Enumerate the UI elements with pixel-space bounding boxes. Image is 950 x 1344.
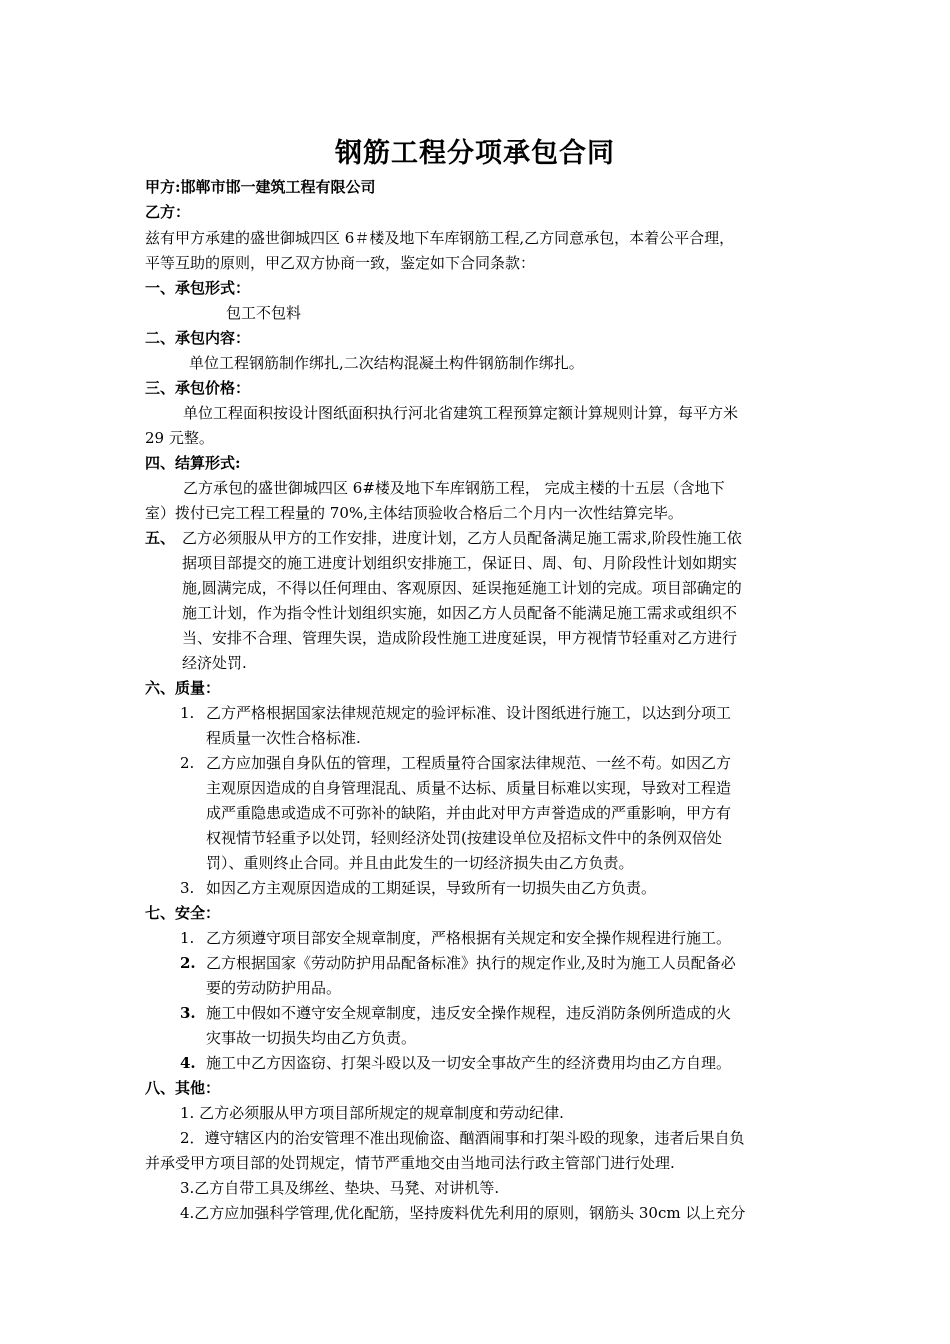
section-body: 乙方承包的盛世御城四区 6#楼及地下车库钢筋工程， 完成主楼的十五层（含地下: [183, 479, 725, 497]
item-number: 3.: [180, 879, 195, 897]
section-heading-safety: 七、安全：: [145, 904, 221, 922]
section-body: 单位工程钢筋制作绑扎,二次结构混凝土构件钢筋制作绑扎。: [189, 354, 584, 372]
item-text: 成严重隐患或造成不可弥补的缺陷，并由此对甲方声誉造成的严重影响，甲方有: [206, 804, 732, 822]
section-heading-contract-content: 二、承包内容：: [145, 329, 251, 347]
section-body: 室）拨付已完工程工程量的 70%,主体结顶验收合格后二个月内一次性结算完毕。: [145, 504, 683, 522]
item-number: 3.: [180, 1004, 196, 1022]
party-a: 甲方:邯郸市邯一建筑工程有限公司: [145, 178, 376, 196]
item-text: 乙方应加强自身队伍的管理，工程质量符合国家法律规范、一丝不苟。如因乙方: [206, 754, 732, 772]
item-text: 乙方根据国家《劳动防护用品配备标准》执行的规定作业,及时为施工人员配备必: [206, 954, 736, 972]
intro-line: 平等互助的原则，甲乙双方协商一致，鉴定如下合同条款：: [145, 254, 536, 272]
item-text: 要的劳动防护用品。: [206, 979, 342, 997]
item-text: 乙方严格根据国家法律规范规定的验评标准、设计图纸进行施工，以达到分项工: [206, 704, 732, 722]
page-title: 钢筋工程分项承包合同: [335, 138, 615, 169]
item-text: 施工中假如不遵守安全规章制度，违反安全操作规程，违反消防条例所造成的火: [206, 1004, 732, 1022]
section-body: 乙方必须服从甲方的工作安排，进度计划，乙方人员配备满足施工需求,阶段性施工依: [182, 529, 742, 547]
section-body: 经济处罚.: [182, 654, 247, 672]
section-label-schedule: 五、: [145, 529, 176, 547]
section-heading-contract-form: 一、承包形式：: [145, 279, 251, 297]
intro-line: 兹有甲方承建的盛世御城四区 6＃楼及地下车库钢筋工程,乙方同意承包，本着公平合理，: [145, 229, 735, 247]
item-text: 罚）、重则终止合同。并且由此发生的一切经济损失由乙方负责。: [206, 854, 634, 872]
section-body: 并承受甲方项目部的处罚规定，情节严重地交由当地司法行政主管部门进行处理.: [145, 1154, 675, 1172]
section-body: 1. 乙方必须服从甲方项目部所规定的规章制度和劳动纪律.: [180, 1104, 564, 1122]
section-heading-quality: 六、质量：: [145, 679, 221, 697]
item-text: 施工中乙方因盗窃、打架斗殴以及一切安全事故产生的经济费用均由乙方自理。: [206, 1054, 732, 1072]
section-body: 单位工程面积按设计图纸面积执行河北省建筑工程预算定额计算规则计算，每平方米: [183, 404, 739, 422]
item-text: 灾事故一切损失均由乙方负责。: [206, 1029, 417, 1047]
section-body: 施,圆满完成，不得以任何理由、客观原因、延误拖延施工计划的完成。项目部确定的: [182, 579, 742, 597]
section-body: 包工不包料: [226, 304, 302, 322]
section-body: 3.乙方自带工具及绑丝、垫块、马凳、对讲机等.: [180, 1179, 500, 1197]
item-number: 4.: [180, 1054, 196, 1072]
item-text: 乙方须遵守项目部安全规章制度，严格根据有关规定和安全操作规程进行施工。: [206, 929, 732, 947]
section-heading-other: 八、其他：: [145, 1079, 221, 1097]
item-number: 1.: [180, 704, 195, 722]
section-body: 4.乙方应加强科学管理,优化配筋，坚持废料优先利用的原则，钢筋头 30cm 以上充分: [180, 1204, 746, 1222]
section-body: 当、安排不合理、管理失误，造成阶段性施工进度延误，甲方视情节轻重对乙方进行: [182, 629, 738, 647]
section-body: 施工计划，作为指令性计划组织实施，如因乙方人员配备不能满足施工需求或组织不: [182, 604, 738, 622]
section-heading-settlement: 四、结算形式:: [145, 454, 241, 472]
item-number: 2.: [180, 754, 195, 772]
section-body: 2．遵守辖区内的治安管理不准出现偷盗、酗酒闹事和打架斗殴的现象，违者后果自负: [180, 1129, 745, 1147]
item-text: 如因乙方主观原因造成的工期延误，导致所有一切损失由乙方负责。: [206, 879, 657, 897]
item-number: 2.: [180, 954, 196, 972]
item-text: 权视情节轻重予以处罚，轻则经济处罚(按建设单位及招标文件中的条例双倍处: [206, 829, 722, 847]
item-text: 主观原因造成的自身管理混乱、质量不达标、质量目标难以实现，导致对工程造: [206, 779, 732, 797]
section-body: 据项目部提交的施工进度计划组织安排施工，保证日、周、旬、月阶段性计划如期实: [182, 554, 738, 572]
section-heading-price: 三、承包价格：: [145, 379, 251, 397]
section-body: 29 元整。: [145, 429, 214, 447]
item-text: 程质量一次性合格标准.: [206, 729, 361, 747]
item-number: 1.: [180, 929, 195, 947]
party-b: 乙方：: [145, 203, 191, 221]
